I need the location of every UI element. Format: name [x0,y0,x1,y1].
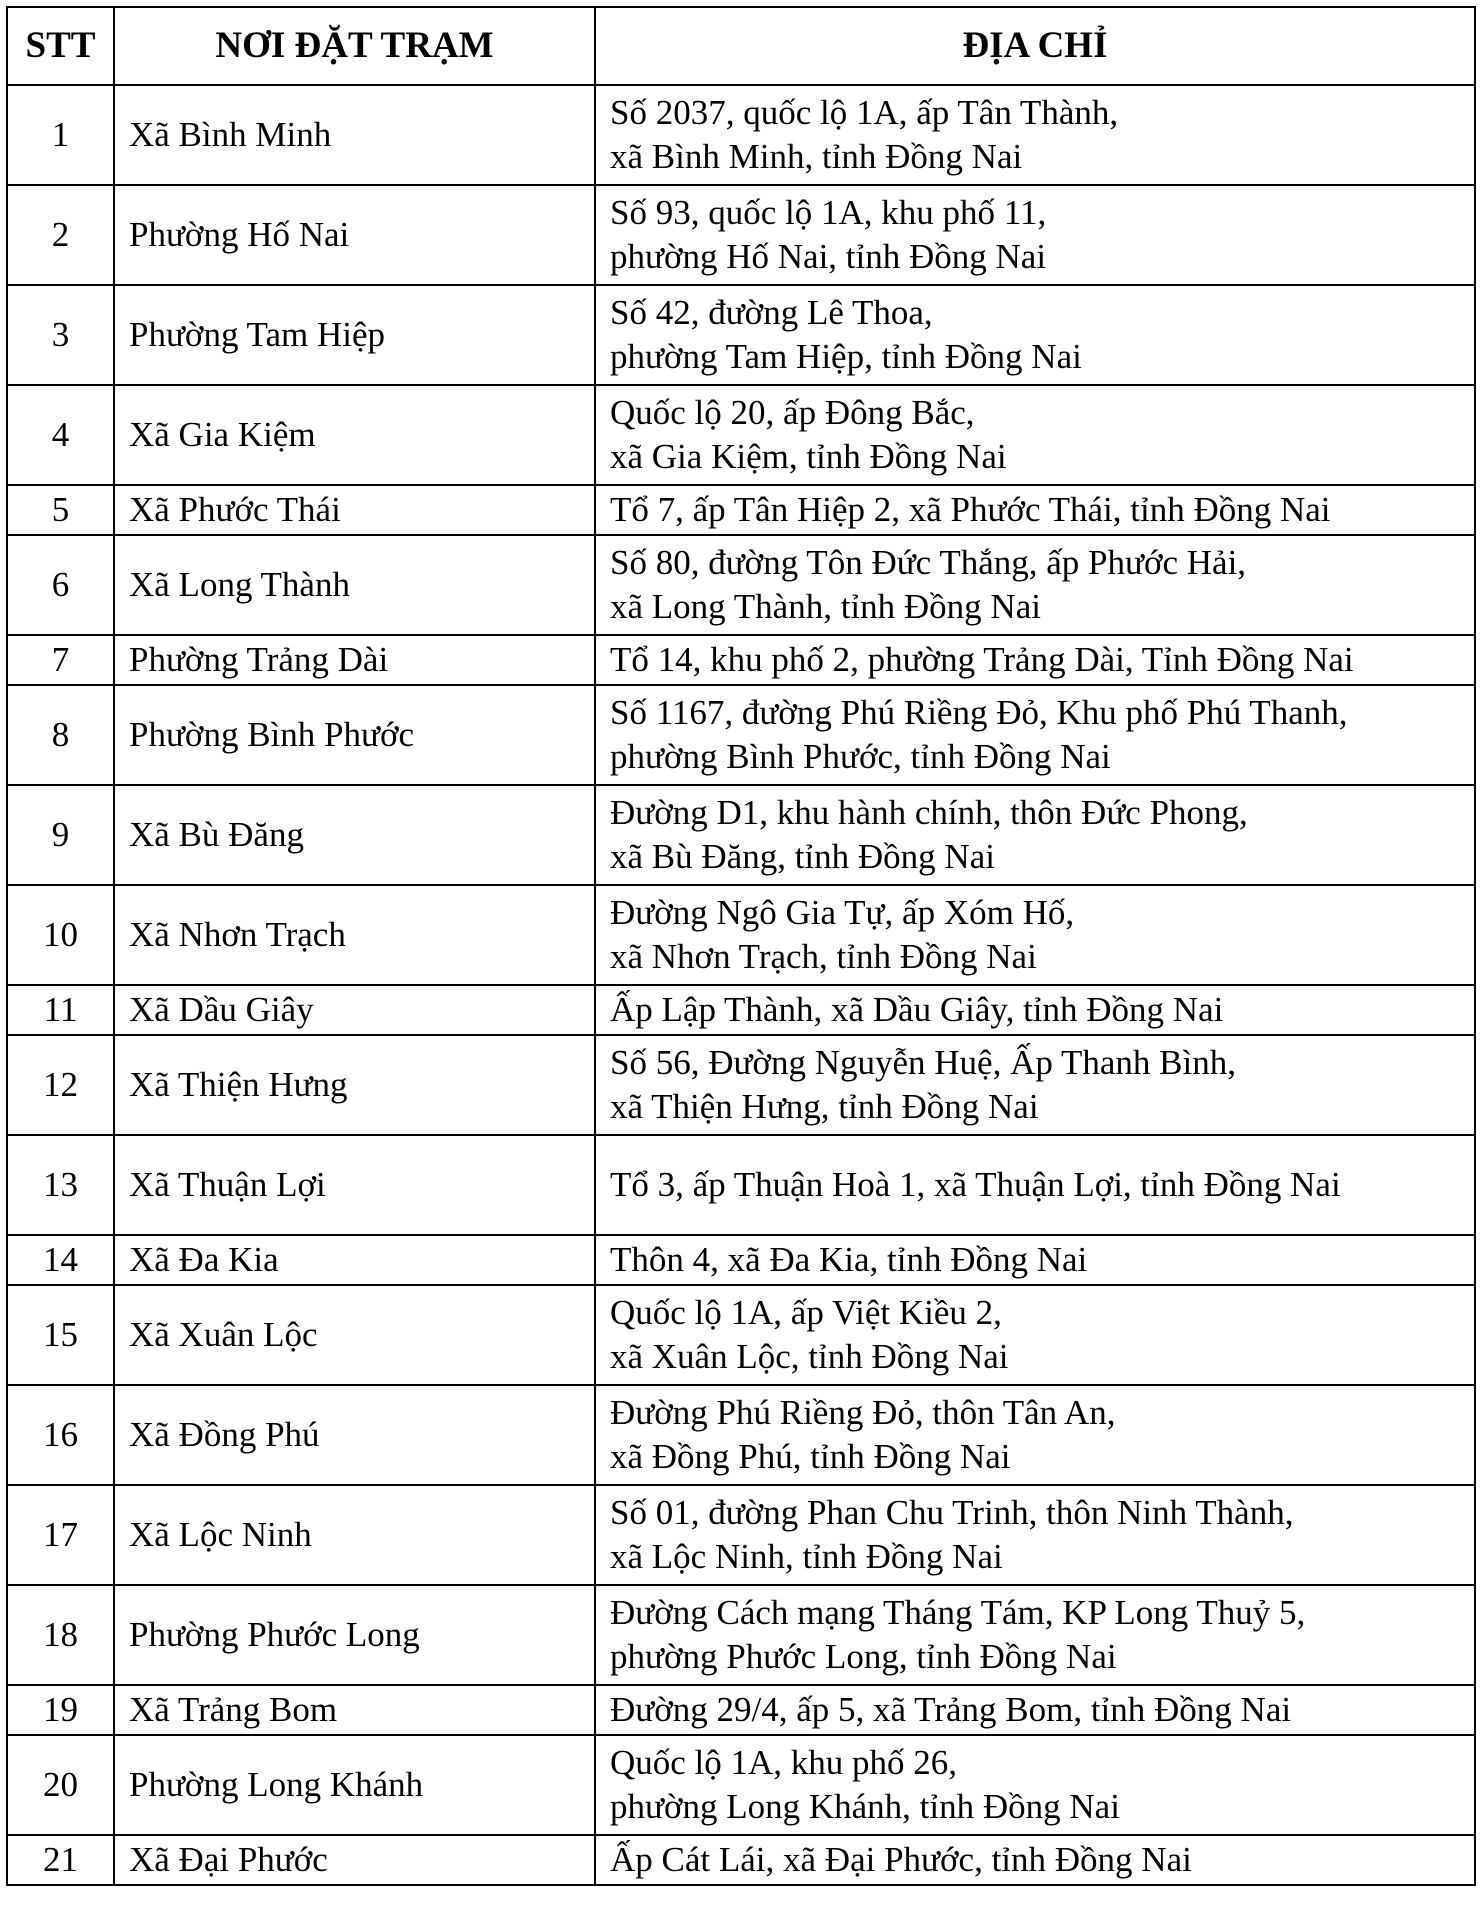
table-row [7,635,1475,685]
row-address [595,1835,1475,1885]
table-row [7,1235,1475,1285]
row-address [595,535,1475,635]
address-line: Quốc lộ 1A, khu phố 26, [610,1743,958,1782]
row-stt: 4 [7,385,114,485]
address-line: Số 80, đường Tôn Đức Thắng, ấp Phước Hải, [610,543,1247,582]
row-stt: 9 [7,785,114,885]
address-line: Tổ 3, ấp Thuận Hoà 1, xã Thuận Lợi, tỉnh Đồng Nai [610,1165,1341,1204]
row-stt: 8 [7,685,114,785]
address-line: Ấp Cát Lái, xã Đại Phước, tỉnh Đồng Nai [610,1840,1192,1879]
row-place: Xã Bù Đăng [114,785,595,885]
row-address [595,1735,1475,1835]
table-row [7,1285,1475,1385]
table-row [7,1735,1475,1835]
address-line: Số 42, đường Lê Thoa, [610,293,933,332]
row-address [595,385,1475,485]
address-line: Số 1167, đường Phú Riềng Đỏ, Khu phố Phú Thanh, [610,693,1348,732]
row-address [595,185,1475,285]
table-row [7,885,1475,985]
row-place: Phường Tam Hiệp [114,285,595,385]
header-place: NƠI ĐẶT TRẠM [114,7,595,85]
row-address [595,285,1475,385]
address-line: Thôn 4, xã Đa Kia, tỉnh Đồng Nai [610,1240,1088,1279]
address-line: xã Long Thành, tỉnh Đồng Nai [610,587,1041,626]
address-line: Đường Cách mạng Tháng Tám, KP Long Thuỷ 5, [610,1593,1306,1632]
row-stt: 2 [7,185,114,285]
row-address [595,85,1475,185]
address-line: xã Đồng Phú, tỉnh Đồng Nai [610,1437,1011,1476]
row-address [595,685,1475,785]
row-stt: 16 [7,1385,114,1485]
table-row [7,85,1475,185]
row-stt: 10 [7,885,114,985]
address-line: Số 93, quốc lộ 1A, khu phố 11, [610,193,1047,232]
table-row [7,1135,1475,1235]
row-place: Xã Thuận Lợi [114,1135,595,1235]
address-line: Đường Phú Riềng Đỏ, thôn Tân An, [610,1393,1116,1432]
table-row [7,1685,1475,1735]
table-body [7,85,1475,1885]
row-place: Xã Xuân Lộc [114,1285,595,1385]
row-place: Phường Long Khánh [114,1735,595,1835]
table-row [7,535,1475,635]
row-address [595,1685,1475,1735]
row-address [595,1235,1475,1285]
address-line: phường Bình Phước, tỉnh Đồng Nai [610,737,1111,776]
row-place: Phường Phước Long [114,1585,595,1685]
address-line: xã Lộc Ninh, tỉnh Đồng Nai [610,1537,1003,1576]
row-stt: 15 [7,1285,114,1385]
table-row [7,1035,1475,1135]
row-place: Xã Trảng Bom [114,1685,595,1735]
address-line: Ấp Lập Thành, xã Dầu Giây, tỉnh Đồng Nai [610,990,1224,1029]
table-row [7,285,1475,385]
row-place: Phường Hố Nai [114,185,595,285]
row-address [595,1385,1475,1485]
row-stt: 11 [7,985,114,1035]
row-stt: 6 [7,535,114,635]
address-line: xã Bình Minh, tỉnh Đồng Nai [610,137,1023,176]
address-line: xã Gia Kiệm, tỉnh Đồng Nai [610,437,1007,476]
table-row [7,485,1475,535]
row-place: Xã Lộc Ninh [114,1485,595,1585]
address-line: Tổ 7, ấp Tân Hiệp 2, xã Phước Thái, tỉnh Đồng Nai [610,490,1331,529]
row-address [595,1585,1475,1685]
row-stt: 14 [7,1235,114,1285]
table-row [7,385,1475,485]
header-row [7,7,1475,85]
row-place: Xã Đa Kia [114,1235,595,1285]
address-line: phường Hố Nai, tỉnh Đồng Nai [610,237,1047,276]
table-row [7,985,1475,1035]
row-stt: 12 [7,1035,114,1135]
header-address: ĐỊA CHỈ [595,7,1475,85]
row-stt: 17 [7,1485,114,1585]
address-line: Đường Ngô Gia Tự, ấp Xóm Hố, [610,893,1075,932]
table-row [7,685,1475,785]
address-line: Tổ 14, khu phố 2, phường Trảng Dài, Tỉnh Đồng Nai [610,640,1354,679]
header-stt: STT [7,7,114,85]
row-address [595,785,1475,885]
row-place: Xã Nhơn Trạch [114,885,595,985]
table-row [7,1835,1475,1885]
row-stt: 13 [7,1135,114,1235]
address-line: xã Nhơn Trạch, tỉnh Đồng Nai [610,937,1037,976]
row-address [595,985,1475,1035]
address-line: Số 56, Đường Nguyễn Huệ, Ấp Thanh Bình, [610,1043,1236,1082]
address-line: phường Tam Hiệp, tỉnh Đồng Nai [610,337,1082,376]
address-line: phường Long Khánh, tỉnh Đồng Nai [610,1787,1120,1826]
table-row [7,785,1475,885]
address-line: xã Xuân Lộc, tỉnh Đồng Nai [610,1337,1009,1376]
row-place: Xã Dầu Giây [114,985,595,1035]
row-stt: 20 [7,1735,114,1835]
row-place: Phường Trảng Dài [114,635,595,685]
address-line: phường Phước Long, tỉnh Đồng Nai [610,1637,1117,1676]
row-place: Xã Đồng Phú [114,1385,595,1485]
address-line: xã Bù Đăng, tỉnh Đồng Nai [610,837,995,876]
row-address [595,635,1475,685]
row-stt: 21 [7,1835,114,1885]
row-address [595,485,1475,535]
row-stt: 1 [7,85,114,185]
row-address [595,1135,1475,1235]
row-place: Xã Phước Thái [114,485,595,535]
table-row [7,1385,1475,1485]
address-line: Quốc lộ 20, ấp Đông Bắc, [610,393,975,432]
row-address [595,1485,1475,1585]
address-line: Đường D1, khu hành chính, thôn Đức Phong, [610,793,1248,832]
address-line: Quốc lộ 1A, ấp Việt Kiều 2, [610,1293,1002,1332]
row-stt: 5 [7,485,114,535]
address-line: Số 01, đường Phan Chu Trinh, thôn Ninh Thành, [610,1493,1294,1532]
table-row [7,1585,1475,1685]
row-place: Xã Long Thành [114,535,595,635]
row-address [595,1035,1475,1135]
row-stt: 3 [7,285,114,385]
address-line: Đường 29/4, ấp 5, xã Trảng Bom, tỉnh Đồng Nai [610,1690,1292,1729]
row-address [595,1285,1475,1385]
row-address [595,885,1475,985]
row-stt: 18 [7,1585,114,1685]
row-stt: 7 [7,635,114,685]
table-row [7,1485,1475,1585]
row-place: Xã Gia Kiệm [114,385,595,485]
address-line: xã Thiện Hưng, tỉnh Đồng Nai [610,1087,1039,1126]
row-place: Xã Bình Minh [114,85,595,185]
station-table [6,6,1476,1886]
table-row [7,185,1475,285]
row-place: Xã Thiện Hưng [114,1035,595,1135]
row-place: Phường Bình Phước [114,685,595,785]
row-stt: 19 [7,1685,114,1735]
address-line: Số 2037, quốc lộ 1A, ấp Tân Thành, [610,93,1119,132]
row-place: Xã Đại Phước [114,1835,595,1885]
